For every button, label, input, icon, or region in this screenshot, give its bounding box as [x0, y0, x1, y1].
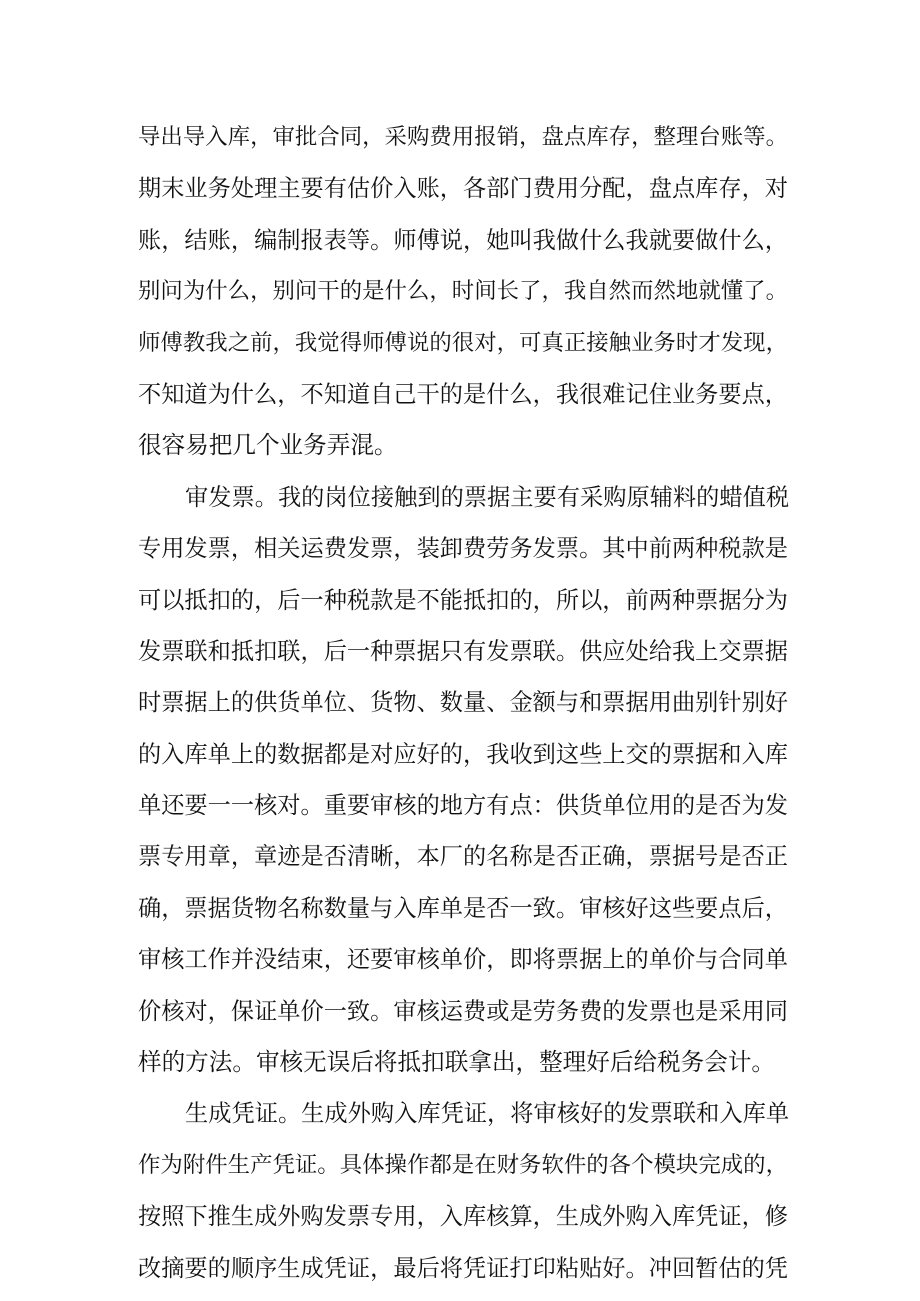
text-line: 账，结账，编制报表等。师傅说，她叫我做什么我就要做什么， [138, 226, 788, 254]
paragraph-first-line: 审发票。我的岗位接触到的票据主要有采购原辅料的蜡值税 [185, 483, 790, 511]
text-line: 期末业务处理主要有估价入账，各部门费用分配，盘点库存，对 [138, 175, 788, 203]
text-line: 改摘要的顺序生成凭证，最后将凭证打印粘贴好。冲回暂估的凭 [138, 1254, 788, 1282]
text-line: 很容易把几个业务弄混。 [138, 431, 398, 460]
text-line: 作为附件生产凭证。具体操作都是在财务软件的各个模块完成的， [138, 1151, 788, 1178]
text-line: 导出导入库，审批合同，采购费用报销，盘点库存，整理台账等。 [138, 124, 788, 150]
text-line: 专用发票，相关运费发票，装卸费劳务发票。其中前两种税款是 [138, 535, 788, 563]
text-line: 别问为什么，别问干的是什么，时间长了，我自然而然地就懂了。 [138, 278, 788, 305]
text-line: 按照下推生成外购发票专用，入库核算，生成外购入库凭证，修 [138, 1203, 788, 1231]
text-line: 样的方法。审核无误后将抵扣联拿出，整理好后给税务会计。 [138, 1048, 776, 1077]
text-line: 发票联和抵扣联，后一种票据只有发票联。供应处给我上交票据 [138, 637, 788, 665]
text-line: 师傅教我之前，我觉得师傅说的很对，可真正接触业务时才发现， [138, 329, 788, 356]
text-line: 审核工作并没结束，还要审核单价，即将票据上的单价与合同单 [138, 946, 788, 974]
text-line: 可以抵扣的，后一种税款是不能抵扣的，所以，前两种票据分为 [138, 586, 788, 614]
text-line: 的入库单上的数据都是对应好的，我收到这些上交的票据和入库 [138, 740, 788, 768]
text-line: 单还要一一核对。重要审核的地方有点：供货单位用的是否为发 [138, 792, 788, 820]
text-line: 价核对，保证单价一致。审核运费或是劳务费的发票也是采用同 [138, 997, 788, 1025]
paragraph-first-line: 生成凭证。生成外购入库凭证，将审核好的发票联和入库单 [185, 1100, 790, 1128]
text-line: 不知道为什么，不知道自己干的是什么，我很难记住业务要点， [138, 380, 788, 408]
body-text [138, 112, 788, 1294]
text-line: 票专用章，章迹是否清晰，本厂的名称是否正确，票据号是否正 [138, 843, 788, 871]
text-line: 确，票据货物名称数量与入库单是否一致。审核好这些要点后， [138, 894, 788, 922]
text-line: 时票据上的供货单位、货物、数量、金额与和票据用曲别针别好 [138, 689, 788, 717]
